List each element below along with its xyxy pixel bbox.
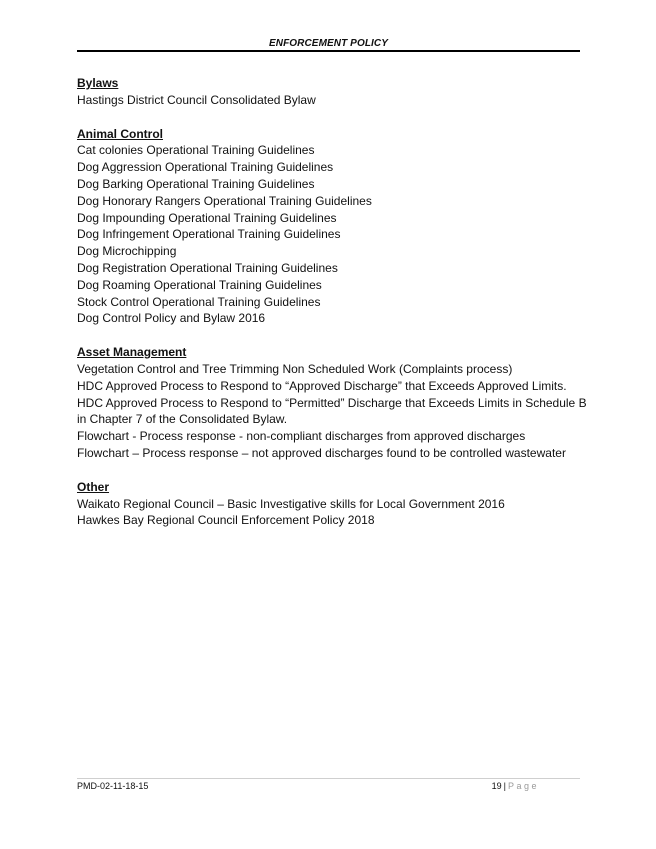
section-animal-control (77, 126, 587, 328)
page-number: 19 (491, 781, 502, 791)
list-item: Flowchart - Process response - non-compliant discharges from approved discharges (77, 429, 526, 444)
section-heading-bylaws: Bylaws (77, 76, 119, 90)
list-item: Dog Roaming Operational Training Guidelines (77, 277, 322, 292)
document-id: PMD-02-11-18-15 (77, 781, 149, 791)
section-other (77, 479, 587, 529)
list-item: Dog Barking Operational Training Guidelines (77, 176, 315, 191)
list-item: Dog Aggression Operational Training Guidelines (77, 160, 334, 175)
section-heading-animal-control: Animal Control (77, 126, 163, 141)
list-item: Waikato Regional Council – Basic Investigative skills for Local Government 2016 (77, 496, 505, 511)
page-header-title: ENFORCEMENT POLICY (268, 38, 389, 49)
section-heading-other: Other (77, 479, 110, 494)
list-item: Dog Infringement Operational Training Guidelines (77, 227, 341, 242)
list-item: Dog Impounding Operational Training Guidelines (77, 210, 337, 225)
page-separator: | (503, 781, 506, 791)
document-body (77, 75, 587, 546)
list-item: Cat colonies Operational Training Guidelines (77, 143, 315, 158)
list-item: HDC Approved Process to Respond to “Permitted” Discharge that Exceeds Limits in Schedule B (77, 395, 587, 410)
list-item: HDC Approved Process to Respond to “Approved Discharge” that Exceeds Approved Limits. (77, 378, 567, 393)
page-label: Page (507, 781, 539, 791)
list-item: in Chapter 7 of the Consolidated Bylaw. (77, 412, 288, 427)
list-item: Hastings District Council Consolidated Bylaw (77, 92, 316, 107)
list-item: Hawkes Bay Regional Council Enforcement Policy 2018 (77, 513, 375, 528)
page-indicator (492, 781, 539, 791)
section-asset-management (77, 344, 587, 462)
list-item: Vegetation Control and Tree Trimming Non Scheduled Work (Complaints process) (77, 361, 513, 376)
section-bylaws (77, 75, 587, 109)
list-item: Flowchart – Process response – not approved discharges found to be controlled wastewater (77, 445, 566, 460)
list-item: Stock Control Operational Training Guidelines (77, 294, 321, 309)
header-divider (77, 50, 580, 52)
list-item: Dog Registration Operational Training Guidelines (77, 260, 338, 275)
list-item: Dog Control Policy and Bylaw 2016 (77, 311, 266, 326)
list-item: Dog Microchipping (77, 244, 177, 259)
list-item: Dog Honorary Rangers Operational Training Guidelines (77, 193, 372, 208)
footer-divider (77, 778, 580, 779)
section-heading-asset-management: Asset Management (77, 345, 187, 360)
